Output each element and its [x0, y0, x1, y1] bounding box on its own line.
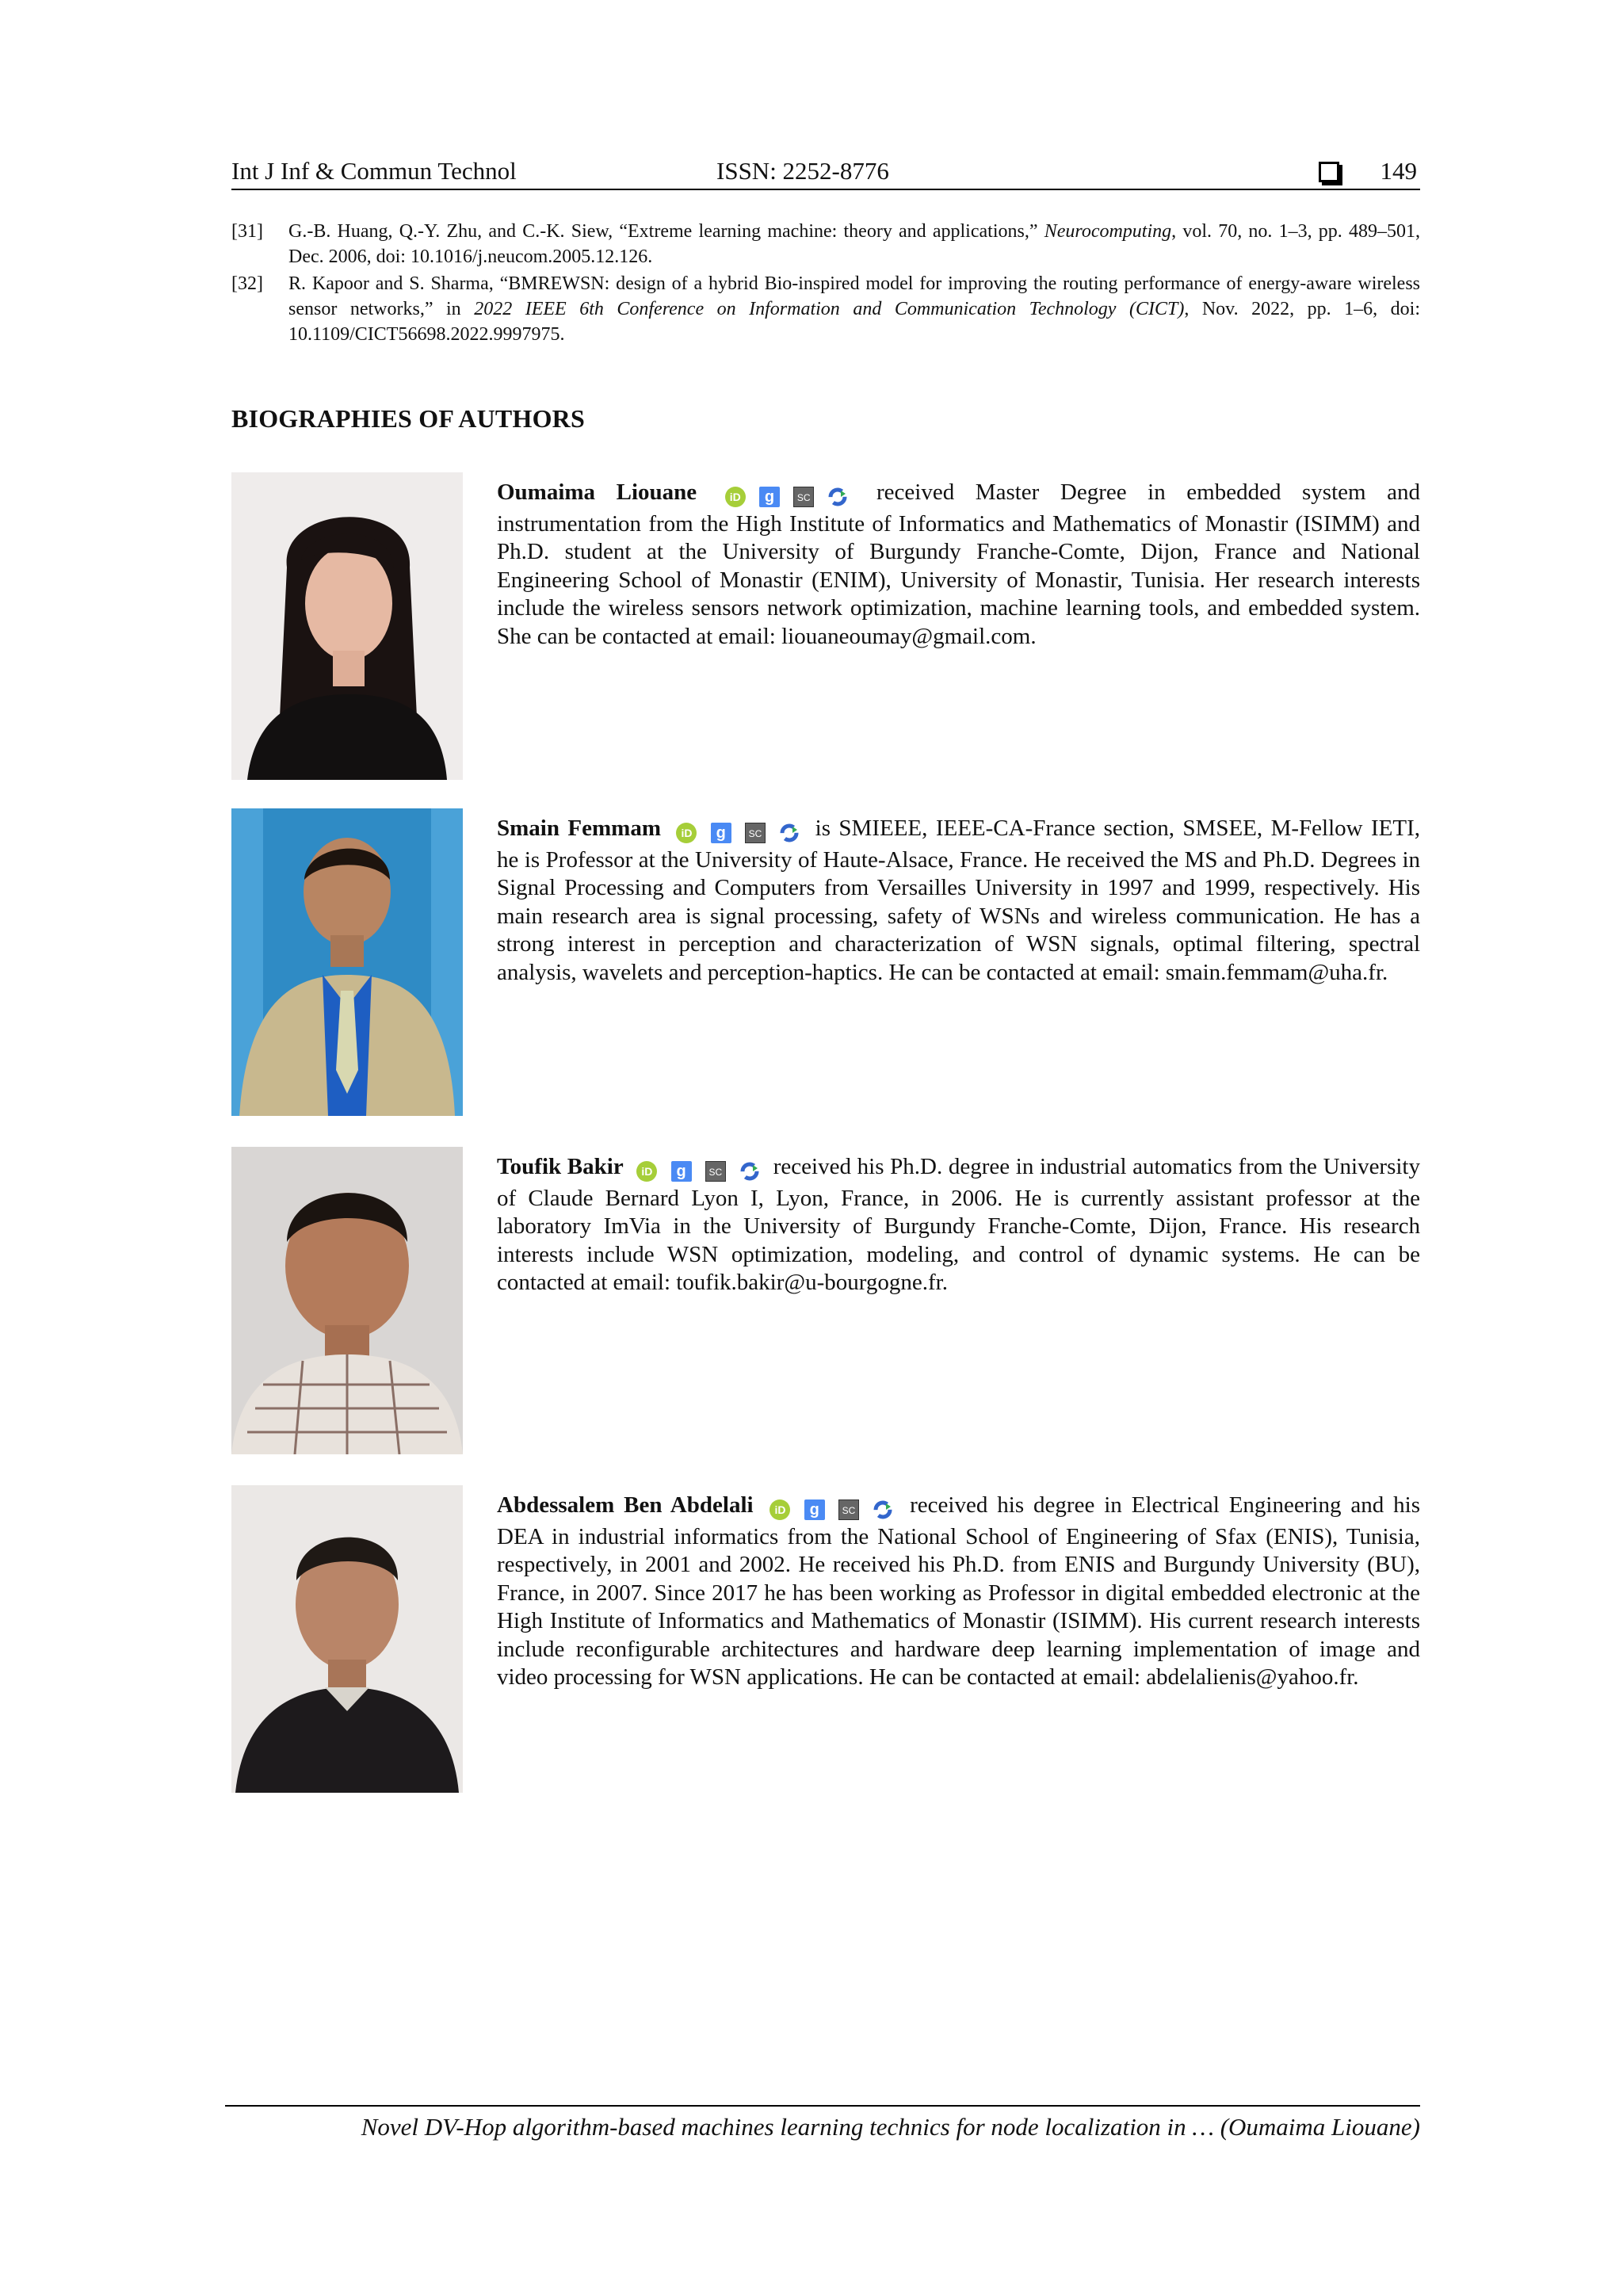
orcid-icon[interactable]: iD [636, 1161, 657, 1182]
page-number: 149 [1380, 157, 1417, 185]
google-scholar-icon[interactable]: g [711, 823, 731, 843]
reference-details: , vol. 70, no. 1–3, pp. 489–501, Dec. 2006, doi: 10.1016/j.neucom.2005.12.126. [288, 221, 1421, 267]
google-scholar-icon[interactable]: g [759, 487, 780, 507]
publons-icon[interactable] [779, 823, 800, 843]
author-bio [497, 1492, 1420, 1692]
reference-number: [31] [231, 221, 263, 242]
author-photo [231, 808, 463, 1116]
profile-links [721, 482, 853, 510]
reference-authors-title: G.-B. Huang, Q.-Y. Zhu, and C.-K. Siew, “Extreme learning machine: theory and applications,” [288, 221, 1044, 242]
author-name: Smain Femmam [497, 816, 661, 841]
author-name: Oumaima Liouane [497, 479, 697, 505]
bio-text: received his degree in Electrical Engineering and his DEA in industrial informatics from the National School of Engineering of Sfax (ENIS), Tunisia, respectively, in 2001 and 2002. He received his Ph.D. from ENIS and Burgundy University (BU), France, in 2007. Since 2017 he has been working as Professor in digital embedded electronic at the High Institute of Informatics and Mathematics of Monastir (ISIMM). His current research interests include reconfigurable architectures and hardware deep learning implementation of image and video processing for WSN applications. He can be contacted at email: abdelalienis@yahoo.fr. [497, 1492, 1421, 1690]
running-footer: Novel DV-Hop algorithm-based machines learning technics for node localization in … (Oumaima Liouane) [225, 2105, 1420, 2141]
bio-text: is SMIEEE, IEEE-CA-France section, SMSEE, M-Fellow IETI, he is Professor at the University of Haute-Alsace, France. He received the MS and Ph.D. Degrees in Signal Processing and Computers from Versailles University in 1997 and 1999, respectively. His main research area is signal processing, safety of WSNs and wireless communication. He has a strong interest in perception and characterization of WSN signals, optimal filtering, spectral analysis, wavelets and perception-haptics. He can be contacted at email: smain.femmam@uha.fr. [497, 816, 1421, 985]
orcid-icon[interactable]: iD [725, 487, 746, 507]
reference-number: [32] [231, 273, 263, 294]
scopus-icon[interactable]: SC [745, 823, 766, 843]
author-name: Toufik Bakir [497, 1154, 624, 1179]
author-card [231, 808, 1420, 1117]
reference-item [231, 219, 1420, 269]
square-bullet-icon [1319, 162, 1339, 182]
author-photo [231, 472, 463, 780]
orcid-icon[interactable]: iD [769, 1499, 790, 1520]
portrait-man-icon [231, 1485, 463, 1793]
author-card [231, 1485, 1420, 1794]
profile-links [766, 1495, 897, 1523]
publons-icon[interactable] [873, 1499, 893, 1520]
author-bio [497, 479, 1420, 651]
reference-details: , Nov. 2022, pp. 1–6, doi: 10.1109/CICT56698.2022.9997975. [288, 299, 1420, 345]
reference-text [288, 219, 1420, 269]
references-list [231, 219, 1420, 349]
portrait-man-icon [231, 808, 463, 1116]
journal-name: Int J Inf & Commun Technol [231, 157, 517, 185]
publons-icon[interactable] [827, 487, 848, 507]
author-card [231, 1147, 1420, 1456]
scopus-icon[interactable]: SC [705, 1161, 726, 1182]
section-title: BIOGRAPHIES OF AUTHORS [231, 404, 585, 433]
portrait-woman-icon [231, 472, 463, 780]
author-card [231, 472, 1420, 781]
orcid-icon[interactable]: iD [676, 823, 697, 843]
reference-venue: Neurocomputing [1044, 221, 1172, 242]
bio-text: received Master Degree in embedded system and instrumentation from the High Institute of Informatics and Mathematics of Monastir (ISIMM) and Ph.D. student at the University of Burgundy Franche-Comte, Dijon, France and National Engineering School of Monastir (ENIM), University of Monastir, Tunisia. Her research interests include the wireless sensors network optimization, machine learning tools, and embedded system. She can be contacted at email: liouaneoumay@gmail.com. [497, 479, 1420, 649]
portrait-man-icon [231, 1147, 463, 1454]
author-name: Abdessalem Ben Abdelali [497, 1492, 754, 1518]
google-scholar-icon[interactable]: g [671, 1161, 692, 1182]
author-photo [231, 1485, 463, 1793]
reference-venue: 2022 IEEE 6th Conference on Information and Communication Technology (CICT) [474, 299, 1185, 319]
reference-authors-title: R. Kapoor and S. Sharma, “BMREWSN: design of a hybrid Bio-inspired model for improving the routing performance of energy-aware wireless sensor networks,” in [288, 273, 1420, 319]
author-bio [497, 815, 1420, 987]
bio-text: received his Ph.D. degree in industrial automatics from the University of Claude Bernard Lyon I, Lyon, France, in 2006. He is currently assistant professor at the laboratory ImVia in the University of Burgundy Franche-Comte, Dijon, France. His research interests include WSN optimization, modeling, and control of dynamic systems. He can be contacted at email: toufik.bakir@u-bourgogne.fr. [497, 1154, 1420, 1295]
scopus-icon[interactable]: SC [838, 1499, 859, 1520]
issn: ISSN: 2252-8776 [716, 157, 889, 185]
profile-links [672, 818, 804, 846]
scopus-icon[interactable]: SC [793, 487, 814, 507]
author-bio [497, 1153, 1420, 1297]
author-photo [231, 1147, 463, 1454]
google-scholar-icon[interactable]: g [804, 1499, 825, 1520]
profile-links [632, 1156, 764, 1185]
reference-text [288, 271, 1420, 347]
publons-icon[interactable] [739, 1161, 760, 1182]
running-header [231, 155, 1420, 190]
reference-item [231, 271, 1420, 347]
